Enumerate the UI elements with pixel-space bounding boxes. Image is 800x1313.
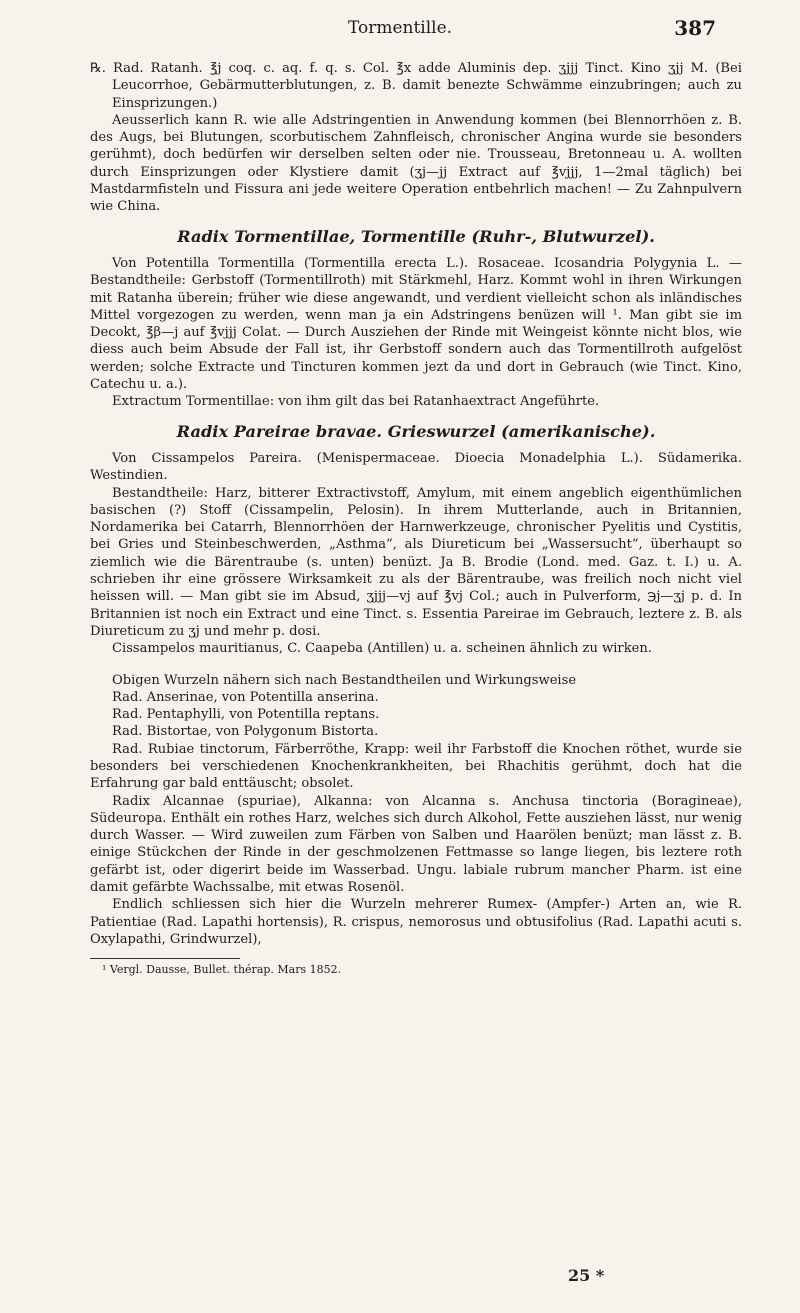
paragraph-rumex: Endlich schliessen sich hier die Wurzeln mehrerer Rumex- (Ampfer-) Arten an, wie R. Patientiae (Rad. Lapathi hortensis), R. crispus, nemorosus und obtusifolius (Rad. Lapathi acuti s. Oxylapathi, Grindwurzel), xyxy=(90,897,742,947)
footnote-divider xyxy=(90,958,240,959)
footnote: ¹ Vergl. Dausse, Bullet. thérap. Mars 1852. xyxy=(102,963,342,977)
paragraph-cissampelos: Von Cissampelos Pareira. (Menispermaceae. Dioecia Monadelphia L.). Südamerika. Westindien. xyxy=(90,450,742,484)
page-body xyxy=(90,60,742,977)
prescription-paragraph: ℞. Rad. Ratanh. ℥j coq. c. aq. f. q. s. Col. ℥x adde Aluminis dep. ʒjjj Tinct. Kino ʒjj M. (Bei Leucorrhoe, Gebärmutterblutungen, z. B. damit benezte Schwämme einzubringen; auch zu Einsprizungen.) xyxy=(90,61,742,111)
page-number: 387 xyxy=(674,16,716,40)
list-item-anserinae: Rad. Anserinae, von Potentilla anserina. xyxy=(112,689,379,705)
page-header xyxy=(0,14,800,44)
paragraph-alcannae: Radix Alcannae (spuriae), Alkanna: von Alcanna s. Anchusa tinctoria (Boragineae), Südeuropa. Enthält ein rothes Harz, welches sich durch Alkohol, Fette ausziehen lässt, nur wenig durch Wasser. — Wird zuweilen zum Färben von Salben und Haarölen benüzt; man lässt z. B. einige Stückchen der Rinde in der geschmolzenen Fettmasse so lange liegen, bis leztere roth gefärbt ist, oder digerirt beide im Wasserbad. Ungu. labiale rubrum mancher Pharm. ist eine damit gefärbte Wachssalbe, mit etwas Rosenöl. xyxy=(90,793,742,896)
list-item-bistortae: Rad. Bistortae, von Polygonum Bistorta. xyxy=(112,724,379,740)
list-item-pentaphylli: Rad. Pentaphylli, von Potentilla reptans. xyxy=(112,707,380,723)
paragraph-aeusserlich: Aeusserlich kann R. wie alle Adstringentien in Anwendung kommen (bei Blennorrhöen z. B. des Augs, bei Blutungen, scorbutischem Zahnfleisch, chronischer Angina wurde sie besonders gerühmt), doch bedürfen wir derselben selten oder nie. Trousseau, Bretonneau u. A. wollten durch Einsprizungen oder Klystiere damit (ʒj—jj Extract auf ℥vjjj, 1—2mal täglich) bei Mastdarmfisteln und Fissura ani jede weitere Operation entbehrlich machen! — Zu Zahnpulvern wie China. xyxy=(90,112,742,215)
running-title: Tormentille. xyxy=(347,18,453,38)
paragraph-rubiae: Rad. Rubiae tinctorum, Färberröthe, Krapp: weil ihr Farbstoff die Knochen röthet, wurde sie besonders bei verschiedenen Knochenkrankheiten, bei Rhachitis gerühmt, doch hat die Erfahrung gar bald enttäuscht; obsolet. xyxy=(90,741,742,792)
paragraph-obigen: Obigen Wurzeln nähern sich nach Bestandtheilen und Wirkungsweise xyxy=(112,672,577,688)
paragraph-gap xyxy=(90,658,742,672)
section-heading-pareirae: Radix Pareirae bravae. Grieswurzel (amerikanische). xyxy=(176,421,656,441)
section-heading-tormentilla: Radix Tormentillae, Tormentille (Ruhr-, Blutwurzel). xyxy=(177,226,655,246)
paragraph-extractum: Extractum Tormentillae: von ihm gilt das bei Ratanhaextract Angeführte. xyxy=(112,394,600,410)
paragraph-tormentilla: Von Potentilla Tormentilla (Tormentilla erecta L.). Rosaceae. Icosandria Polygynia L. — Bestandtheile: Gerbstoff (Tormentillroth) mit Stärkmehl, Harz. Kommt wohl in ihren Wirkungen mit Ratanha überein; früher wie diese angewandt, und verdient vielleicht schon als inländisches Mittel vorgezogen zu werden, wenn man ja ein Adstringens benüzen will ¹. Man gibt sie im Decokt, ℥β—j auf ℥vjjj Colat. — Durch Ausziehen der Rinde mit Weingeist könnte nicht blos, wie diess auch beim Absude der Fall ist, ihr Gerbstoff sondern auch das Tormentillroth aufgelöst werden; solche Extracte und Tincturen kommen jezt da und dort in Gebrauch (wie Tinct. Kino, Catechu u. a.). xyxy=(90,255,742,393)
paragraph-mauritianus: Cissampelos mauritianus, C. Caapeba (Antillen) u. a. scheinen ähnlich zu wirken. xyxy=(112,641,652,657)
signature-mark: 25 * xyxy=(568,1266,605,1285)
paragraph-bestandtheile: Bestandtheile: Harz, bitterer Extractivstoff, Amylum, mit einem angeblich eigenthümlichen basischen (?) Stoff (Cissampelin, Pelosin). In ihrem Mutterlande, auch in Britannien, Nordamerika bei Catarrh, Blennorrhöen der Harnwerkzeuge, chronischer Pyelitis und Cystitis, bei Gries und Steinbeschwerden, „Asthma“, als Diureticum bei „Wassersucht“, überhaupt so ziemlich wie die Bärentraube (s. unten) benüzt. Ja B. Brodie (Lond. med. Gaz. t. I.) u. A. schrieben ihr eine grössere Wirksamkeit zu als der Bärentraube, was freilich noch nicht viel heissen will. — Man gibt sie im Absud, ʒjjj—vj auf ℥vj Col.; auch in Pulverform, ℈j—ʒj p. d. In Britannien ist noch ein Extract und eine Tinct. s. Essentia Pareirae im Gebrauch, leztere z. B. als Diureticum zu ʒj und mehr p. dosi. xyxy=(90,485,742,639)
